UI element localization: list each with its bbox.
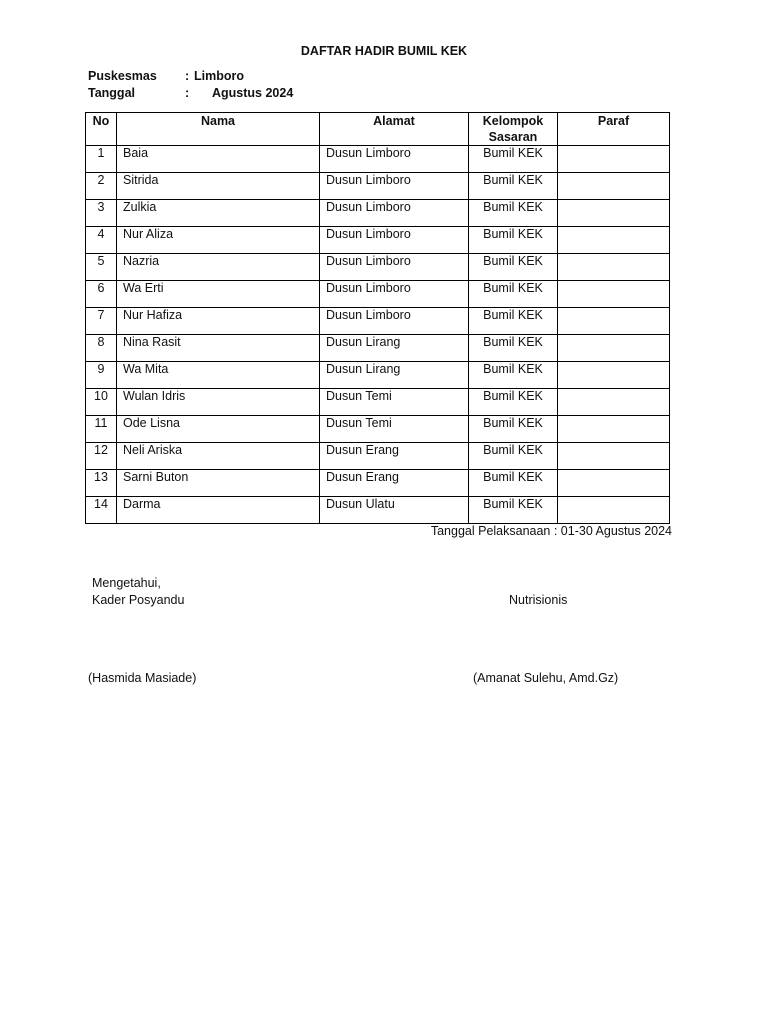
cell-alamat: Dusun Lirang [320,335,469,362]
puskesmas-label: Puskesmas [88,69,157,83]
cell-no: 11 [86,416,117,443]
cell-no: 12 [86,443,117,470]
table-row [86,308,670,335]
cell-paraf [558,362,670,389]
cell-kelompok-sasaran: Bumil KEK [469,227,558,254]
cell-alamat: Dusun Limboro [320,281,469,308]
puskesmas-colon: : [185,69,190,83]
cell-alamat: Dusun Limboro [320,173,469,200]
header-no: No [86,113,117,146]
cell-kelompok-sasaran: Bumil KEK [469,308,558,335]
cell-alamat: Dusun Temi [320,389,469,416]
cell-no: 7 [86,308,117,335]
cell-no: 10 [86,389,117,416]
table-row [86,146,670,173]
cell-nama: Sarni Buton [117,470,320,497]
cell-alamat: Dusun Lirang [320,362,469,389]
cell-paraf [558,389,670,416]
cell-kelompok-sasaran: Bumil KEK [469,470,558,497]
document-title: DAFTAR HADIR BUMIL KEK [300,44,468,58]
table-row [86,497,670,524]
left-signatory-name: (Hasmida Masiade) [88,671,197,685]
cell-kelompok-sasaran: Bumil KEK [469,254,558,281]
cell-no: 14 [86,497,117,524]
cell-paraf [558,146,670,173]
table-row [86,200,670,227]
cell-nama: Darma [117,497,320,524]
cell-alamat: Dusun Limboro [320,308,469,335]
tanggal-value: Agustus 2024 [212,86,294,100]
cell-no: 8 [86,335,117,362]
table-header [86,113,670,146]
table-body [86,146,670,524]
cell-kelompok-sasaran: Bumil KEK [469,389,558,416]
cell-kelompok-sasaran: Bumil KEK [469,497,558,524]
cell-paraf [558,335,670,362]
header-alamat: Alamat [320,113,469,146]
cell-kelompok-sasaran: Bumil KEK [469,173,558,200]
cell-paraf [558,308,670,335]
cell-no: 9 [86,362,117,389]
cell-nama: Wa Erti [117,281,320,308]
table-row [86,281,670,308]
cell-nama: Nur Hafiza [117,308,320,335]
cell-alamat: Dusun Limboro [320,146,469,173]
cell-alamat: Dusun Temi [320,416,469,443]
cell-kelompok-sasaran: Bumil KEK [469,362,558,389]
cell-alamat: Dusun Limboro [320,254,469,281]
cell-kelompok-sasaran: Bumil KEK [469,146,558,173]
cell-paraf [558,281,670,308]
cell-no: 1 [86,146,117,173]
cell-nama: Nazria [117,254,320,281]
cell-alamat: Dusun Limboro [320,227,469,254]
cell-nama: Wa Mita [117,362,320,389]
right-signatory-name: (Amanat Sulehu, Amd.Gz) [473,671,619,685]
cell-no: 2 [86,173,117,200]
header-kelompok-sasaran: Kelompok Sasaran [469,113,558,146]
cell-paraf [558,470,670,497]
cell-alamat: Dusun Erang [320,470,469,497]
cell-nama: Baia [117,146,320,173]
cell-paraf [558,443,670,470]
cell-alamat: Dusun Limboro [320,200,469,227]
table-row [86,335,670,362]
table-row [86,227,670,254]
cell-kelompok-sasaran: Bumil KEK [469,443,558,470]
cell-paraf [558,200,670,227]
cell-alamat: Dusun Ulatu [320,497,469,524]
cell-alamat: Dusun Erang [320,443,469,470]
header-row [86,113,670,146]
cell-no: 13 [86,470,117,497]
cell-kelompok-sasaran: Bumil KEK [469,416,558,443]
attendance-table [85,112,670,524]
cell-no: 4 [86,227,117,254]
table-row [86,173,670,200]
tanggal-colon: : [185,86,190,100]
cell-nama: Sitrida [117,173,320,200]
right-signatory-role: Nutrisionis [509,593,568,607]
table-row [86,443,670,470]
puskesmas-value: Limboro [194,69,244,83]
cell-nama: Nina Rasit [117,335,320,362]
cell-kelompok-sasaran: Bumil KEK [469,281,558,308]
table-row [86,254,670,281]
tanggal-label: Tanggal [88,86,135,100]
table-row [86,389,670,416]
cell-no: 6 [86,281,117,308]
cell-paraf [558,227,670,254]
cell-paraf [558,173,670,200]
left-signatory-role: Kader Posyandu [92,593,185,607]
acknowledged-label: Mengetahui, [92,576,161,590]
cell-kelompok-sasaran: Bumil KEK [469,200,558,227]
cell-kelompok-sasaran: Bumil KEK [469,335,558,362]
cell-paraf [558,416,670,443]
cell-nama: Zulkia [117,200,320,227]
cell-nama: Ode Lisna [117,416,320,443]
table-row [86,362,670,389]
table-row [86,470,670,497]
cell-paraf [558,254,670,281]
cell-no: 5 [86,254,117,281]
execution-date: Tanggal Pelaksanaan : 01-30 Agustus 2024 [430,524,672,538]
cell-nama: Wulan Idris [117,389,320,416]
cell-paraf [558,497,670,524]
table-row [86,416,670,443]
cell-no: 3 [86,200,117,227]
header-paraf: Paraf [558,113,670,146]
cell-nama: Neli Ariska [117,443,320,470]
cell-nama: Nur Aliza [117,227,320,254]
header-nama: Nama [117,113,320,146]
